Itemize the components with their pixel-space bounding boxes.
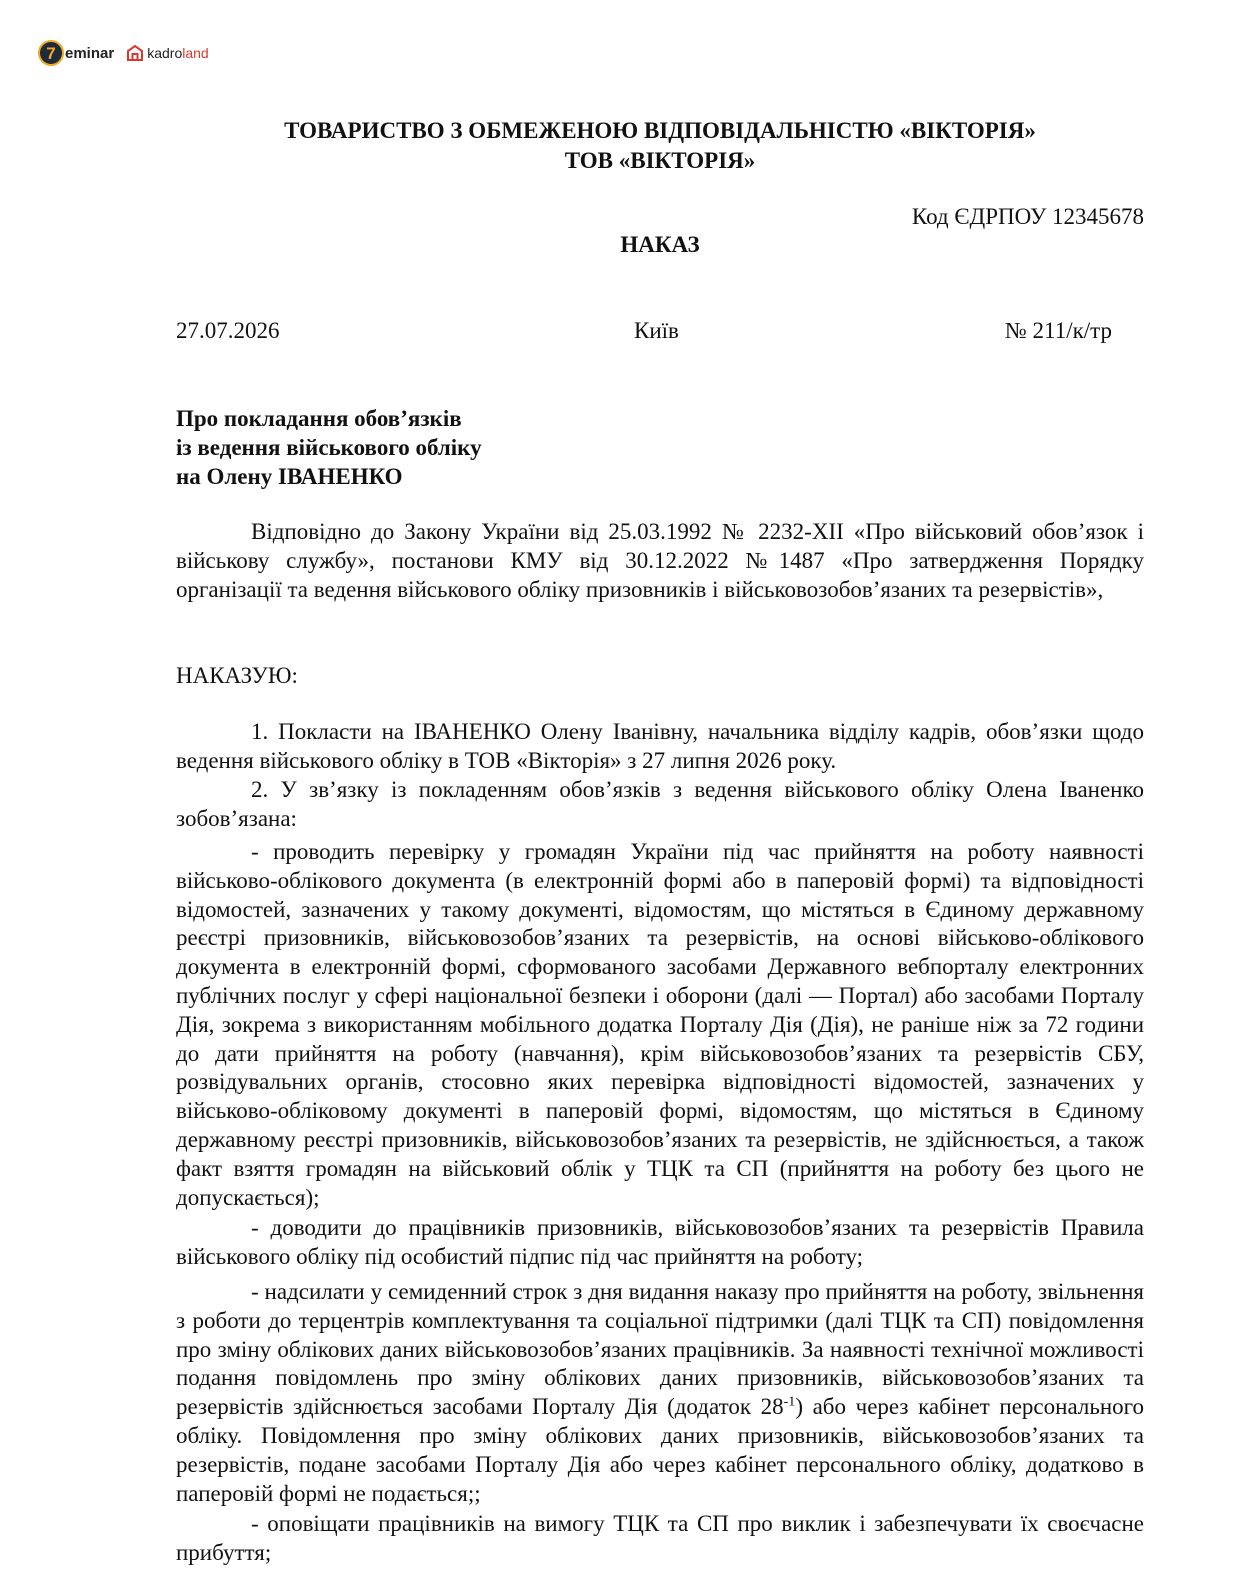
organization-heading [176, 116, 1144, 176]
edrpou-code: Код ЄДРПОУ 12345678 [911, 204, 1144, 229]
organization-short-name: ТОВ «ВІКТОРІЯ» [564, 148, 756, 173]
subject-line-2: із ведення військового обліку [176, 435, 482, 460]
subject-line-3: на Олену ІВАНЕНКО [176, 464, 403, 489]
document-city: Київ [634, 318, 679, 343]
order-item-2: 2. У зв’язку із покладенням обов’язків з ведення військового обліку Олена Іваненко зобов’язана: [176, 777, 1144, 831]
kadroland-logo [126, 44, 209, 62]
house-icon [126, 44, 144, 62]
order-word: НАКАЗУЮ: [176, 663, 298, 688]
header-logos [38, 38, 209, 68]
duty-bullet-1: - проводить перевірку у громадян України під час прийняття на роботу наявності військово-облікового документа (в електронній формі або в паперовій формі) та відповідності відомостей, зазначених у такому документі, відомостям, що містяться в Єдиному державному реєстрі призовників, військовозобов’язаних та резервістів, на основі військово-облікового документа в електронній формі, сформованого засобами Державного вебпорталу електронних публічних послуг у сфері національної безпеки і оборони (далі — Портал) або засобами Порталу Дія, зокрема з використанням мобільного додатка Порталу Дія (Дія), не раніше ніж за 72 години до дати прийняття на роботу (навчання), крім військовозобов’язаних та резервістів СБУ, розвідувальних органів, стосовно яких перевірка відповідності відомостей, зазначених у військово-обліковому документі в паперовій формі, відомостям, що містяться в Єдиному державному реєстрі призовників, військовозобов’язаних та резервістів, не здійснюється, а також факт взяття громадян на військовий облік у ТЦК та СП (прийняття на роботу без цього не допускається); [176, 839, 1144, 1210]
document-number: № 211/к/тр [1004, 318, 1112, 343]
document-title: НАКАЗ [620, 232, 700, 257]
organization-full-name: ТОВАРИСТВО З ОБМЕЖЕНОЮ ВІДПОВІДАЛЬНІСТЮ «ВІКТОРІЯ» [284, 118, 1036, 143]
kadroland-logo-text: kadroland [147, 45, 209, 61]
seminar-logo-icon: 7 [38, 40, 64, 66]
duty-bullet-2: - доводити до працівників призовників, військовозобов’язаних та резервістів Правила військового обліку під особистий підпис під час прийняття на роботу; [176, 1215, 1144, 1269]
seminar-logo-text: eminar [65, 44, 115, 62]
order-subject [176, 404, 482, 491]
order-item-1: 1. Покласти на ІВАНЕНКО Олену Іванівну, начальника відділу кадрів, обов’язки щодо ведення військового обліку в ТОВ «Вікторія» з 27 липня 2026 року. [176, 719, 1144, 773]
date-city-number-line [176, 318, 1144, 348]
document-date: 27.07.2026 [176, 318, 280, 343]
superscript-index: -1 [783, 1394, 796, 1410]
subject-line-1: Про покладання обов’язків [176, 406, 462, 431]
duty-bullet-3: - надсилати у семиденний строк з дня видання наказу про прийняття на роботу, звільнення з роботи до терцентрів комплектування та соціальної підтримки (далі ТЦК та СП) повідомлення про зміну облікових даних військовозобов’язаних працівників. За наявності технічної можливості подання повідомлень про зміну облікових даних призовників, військовозобов’язаних та резервістів здійснюється засобами Порталу Дія (додаток $28^{-1}$) або через кабінет персонального обліку. Повідомлення про зміну облікових даних призовників, військовозобов’язаних та резервістів, подане засобами Порталу Дія або через кабінет персонального обліку, додатково в паперовій формі не подається;; [176, 1279, 1144, 1506]
seminar-logo [38, 40, 114, 66]
duty-bullet-4: - оповіщати працівників на вимогу ТЦК та СП про виклик і забезпечувати їх своєчасне прибуття; [176, 1511, 1144, 1565]
preamble-paragraph: Відповідно до Закону України від 25.03.1992 № 2232-XII «Про військовий обов’язок і військову службу», постанови КМУ від 30.12.2022 №1487 «Про затвердження Порядку організації та ведення військового обліку призовників і військовозобов’язаних та резервістів», [176, 519, 1144, 602]
